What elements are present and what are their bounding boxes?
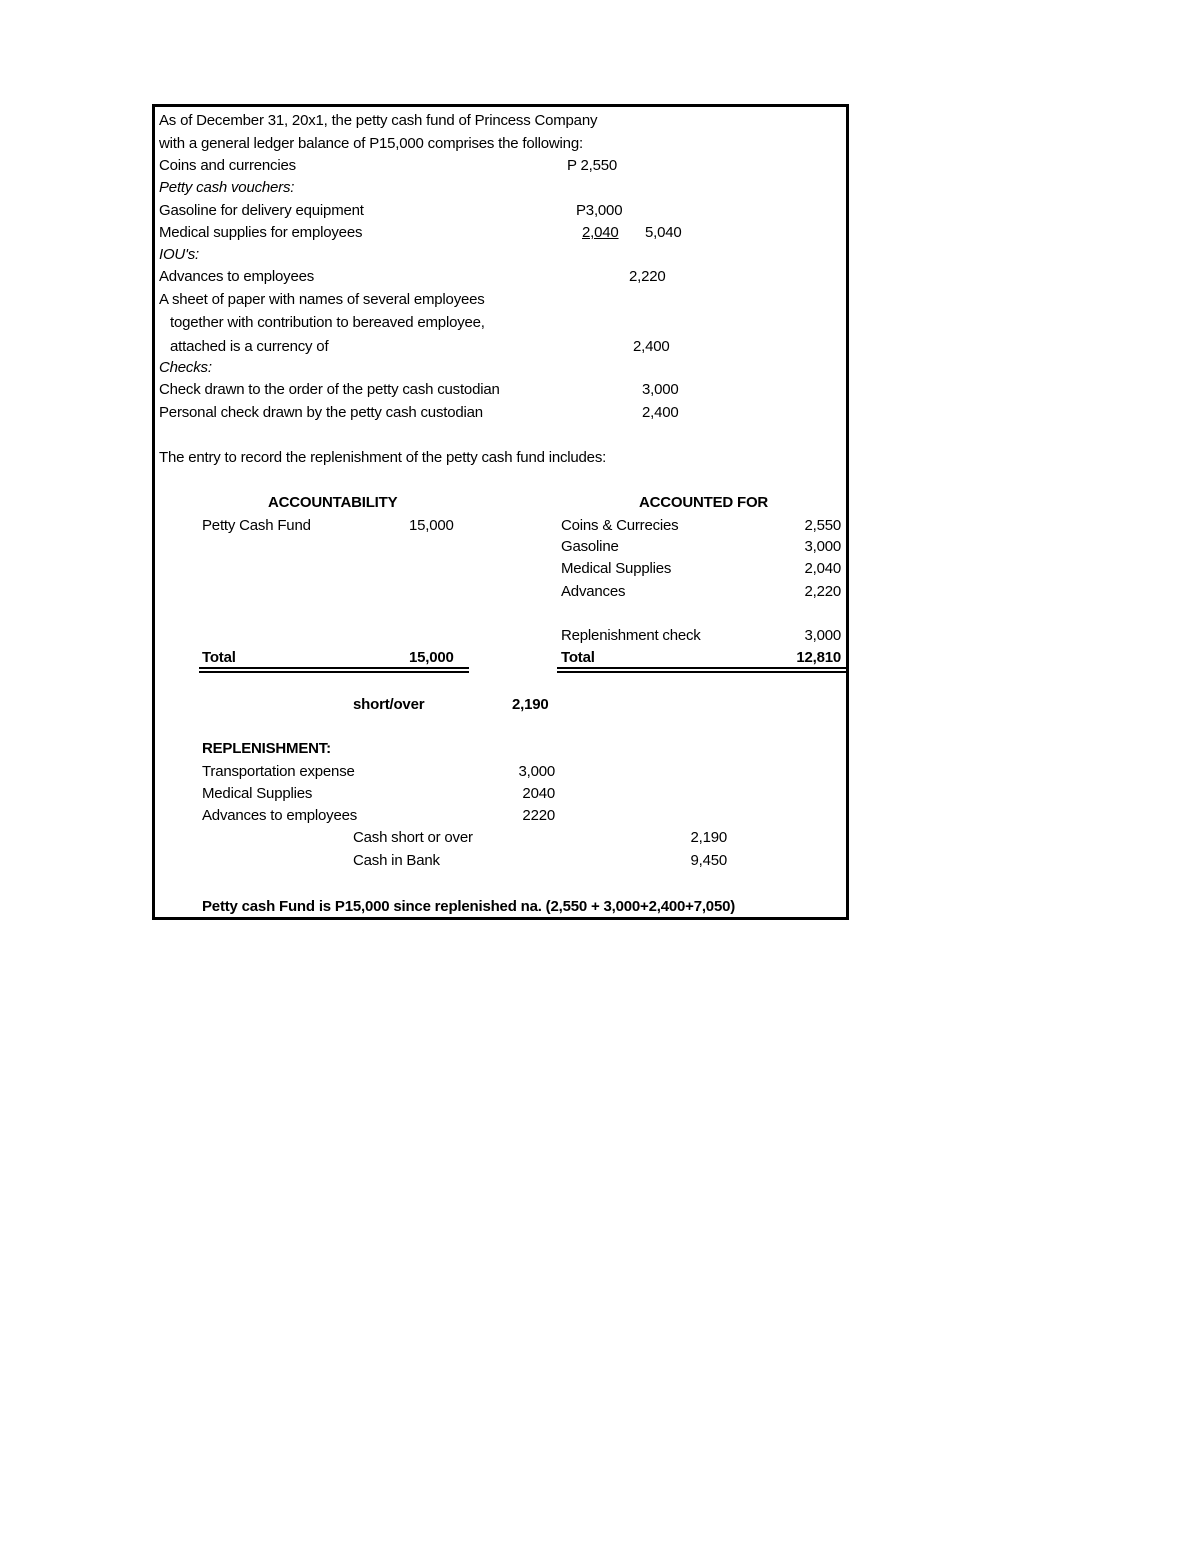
debit-label: Transportation expense	[202, 763, 355, 780]
petty-cash-fund-value: 15,000	[409, 517, 454, 534]
accountability-total-label: Total	[202, 649, 236, 666]
debit-label: Advances to employees	[202, 807, 358, 824]
intro-line-2: with a general ledger balance of P15,000 comprises the following:	[159, 135, 583, 152]
footer-note: Petty cash Fund is P15,000 since replenished na. (2,550 + 3,000+2,400+7,050)	[202, 898, 736, 915]
question-text: The entry to record the replenishment of the petty cash fund includes:	[159, 449, 607, 466]
sheet-line-3: attached is a currency of	[170, 338, 329, 355]
medical-value: 2,040	[582, 224, 619, 241]
short-over-value: 2,190	[512, 696, 549, 713]
accounted-item-value: 2,040	[804, 560, 841, 577]
accountability-total-value: 15,000	[409, 649, 454, 666]
advances-label: Advances to employees	[159, 268, 315, 285]
accounted-item-label: Advances	[561, 583, 626, 600]
sheet-value: 2,400	[633, 338, 670, 355]
replenishment-check-value: 3,000	[804, 627, 841, 644]
accounted-item-label: Medical Supplies	[561, 560, 672, 577]
credit-value: 9,450	[690, 852, 727, 869]
ious-heading: IOU's:	[159, 246, 199, 263]
accounted-item-value: 3,000	[804, 538, 841, 555]
vouchers-heading: Petty cash vouchers:	[159, 179, 295, 196]
check2-label: Personal check drawn by the petty cash custodian	[159, 404, 483, 421]
accounted-item-label: Coins & Currecies	[561, 517, 679, 534]
gasoline-value: P3,000	[576, 202, 623, 219]
short-over-label: short/over	[353, 696, 425, 713]
intro-line-1: As of December 31, 20x1, the petty cash fund of Princess Company	[159, 112, 598, 129]
medical-label: Medical supplies for employees	[159, 224, 363, 241]
vouchers-total: 5,040	[645, 224, 682, 241]
petty-cash-fund-label: Petty Cash Fund	[202, 517, 311, 534]
check2-value: 2,400	[642, 404, 679, 421]
debit-label: Medical Supplies	[202, 785, 313, 802]
sheet-line-1: A sheet of paper with names of several employees	[159, 291, 485, 308]
worksheet-box	[152, 104, 849, 920]
sheet-line-2: together with contribution to bereaved employee,	[170, 314, 485, 331]
coins-value: P 2,550	[567, 157, 618, 174]
accounted-total-label: Total	[561, 649, 595, 666]
advances-value: 2,220	[629, 268, 666, 285]
debit-value: 3,000	[518, 763, 555, 780]
total-rule	[557, 667, 846, 669]
credit-label: Cash in Bank	[353, 852, 440, 869]
check1-label: Check drawn to the order of the petty cash custodian	[159, 381, 500, 398]
credit-label: Cash short or over	[353, 829, 473, 846]
credit-value: 2,190	[690, 829, 727, 846]
total-rule	[199, 667, 469, 669]
replenishment-check-label: Replenishment check	[561, 627, 701, 644]
replenishment-heading: REPLENISHMENT:	[202, 740, 331, 757]
accounted-item-label: Gasoline	[561, 538, 619, 555]
total-rule	[199, 671, 469, 673]
debit-value: 2040	[522, 785, 555, 802]
accountability-heading: ACCOUNTABILITY	[268, 494, 398, 511]
coins-label: Coins and currencies	[159, 157, 296, 174]
gasoline-label: Gasoline for delivery equipment	[159, 202, 364, 219]
accounted-item-value: 2,550	[804, 517, 841, 534]
checks-heading: Checks:	[159, 359, 212, 376]
check1-value: 3,000	[642, 381, 679, 398]
accounted-for-heading: ACCOUNTED FOR	[639, 494, 769, 511]
total-rule	[557, 671, 846, 673]
debit-value: 2220	[522, 807, 555, 824]
accounted-item-value: 2,220	[804, 583, 841, 600]
accounted-total-value: 12,810	[796, 649, 841, 666]
